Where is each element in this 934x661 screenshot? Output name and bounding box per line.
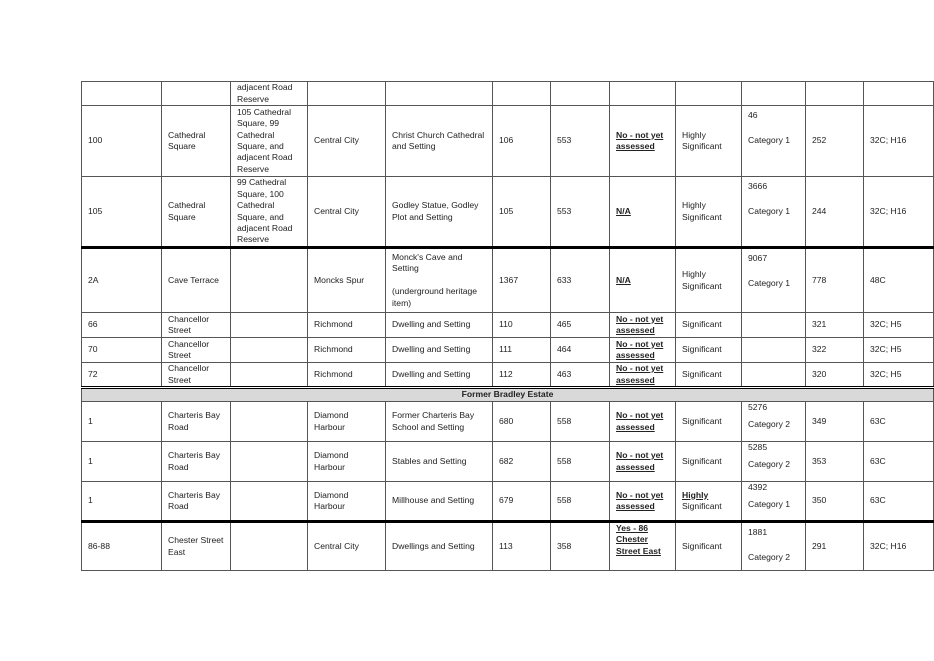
hnzpt-listing [742,106,806,177]
item-description: Stables and Setting [386,442,493,482]
hnzpt-listing [742,338,806,363]
street-number: 105 [82,177,162,248]
hnzpt-listing [742,402,806,442]
table-row [82,522,934,571]
significance: Significant [676,402,742,442]
earthquake-status: N/A [610,248,676,313]
item-description: Millhouse and Setting [386,482,493,522]
significance: Highly Significant [676,177,742,248]
planning-map: 32C; H16 [864,522,934,571]
hnzpt-number: 46 [748,110,758,120]
hnzpt-category: Category 2 [748,419,791,430]
suburb: Diamond Harbour [308,402,386,442]
item-description: Dwellings and Setting [386,522,493,571]
suburb: Moncks Spur [308,248,386,313]
place-name: 105 Cathedral Square, 99 Cathedral Square, and adjacent Road Reserve [231,106,308,177]
item-description: Godley Statue, Godley Plot and Setting [386,177,493,248]
heritage-ref: 464 [551,338,610,363]
street-name: Charteris Bay Road [162,442,231,482]
planning-map: 48C [864,248,934,313]
hnzpt-category: Category 1 [748,206,791,217]
street-name: Cave Terrace [162,248,231,313]
item-description: Monck's Cave and Setting (underground heritage item) [386,248,493,313]
map-number: 353 [806,442,864,482]
planning-map: 63C [864,442,934,482]
hnzpt-number: 3666 [748,181,768,191]
table-row [82,363,934,388]
suburb: Richmond [308,313,386,338]
earthquake-status: No - not yet assessed [610,106,676,177]
map-number: 291 [806,522,864,571]
earthquake-status: No - not yet assessed [610,442,676,482]
hnzpt-category: Category 1 [748,278,791,289]
planning-map: 63C [864,482,934,522]
hnzpt-listing [742,482,806,522]
hnzpt-listing [742,522,806,571]
hnzpt-listing [742,313,806,338]
map-number: 244 [806,177,864,248]
place-name [231,248,308,313]
table-row [82,402,934,442]
map-number: 321 [806,313,864,338]
heritage-schedule-table [81,81,934,571]
heritage-ref: 553 [551,106,610,177]
table-row [82,177,934,248]
street-number: 1 [82,482,162,522]
hnzpt-listing [742,363,806,388]
hnzpt-number: 5285 [748,442,768,452]
suburb: Central City [308,177,386,248]
place-name [231,442,308,482]
planning-map: 32C; H16 [864,106,934,177]
hnzpt-category: Category 1 [748,499,791,510]
item-description: Former Charteris Bay School and Setting [386,402,493,442]
place-name [231,482,308,522]
table-row [82,442,934,482]
planning-map: 32C; H5 [864,313,934,338]
suburb: Central City [308,106,386,177]
earthquake-status: No - not yet assessed [610,482,676,522]
section-header-row [82,388,934,402]
place-name: adjacent Road Reserve [231,82,308,106]
place-name: 99 Cathedral Square, 100 Cathedral Square, and adjacent Road Reserve [231,177,308,248]
street-number: 70 [82,338,162,363]
significance-emphasis: Highly [682,489,709,500]
heritage-id: 112 [493,363,551,388]
hnzpt-category: Category 1 [748,135,791,146]
heritage-ref: 633 [551,248,610,313]
table-row [82,482,934,522]
map-number: 349 [806,402,864,442]
street-name: Chancellor Street [162,363,231,388]
suburb: Richmond [308,338,386,363]
street-number: 72 [82,363,162,388]
significance: Significant [676,522,742,571]
heritage-ref: 558 [551,482,610,522]
significance: Significant [676,363,742,388]
hnzpt-number: 4392 [748,482,768,492]
significance: Highly Significant [676,248,742,313]
table-row [82,338,934,363]
suburb: Central City [308,522,386,571]
hnzpt-listing [742,248,806,313]
suburb: Diamond Harbour [308,482,386,522]
heritage-ref: 558 [551,442,610,482]
hnzpt-listing [742,442,806,482]
planning-map: 63C [864,402,934,442]
significance [676,482,742,522]
place-name [231,522,308,571]
planning-map: 32C; H5 [864,338,934,363]
map-number: 778 [806,248,864,313]
street-number: 86-88 [82,522,162,571]
hnzpt-listing [742,177,806,248]
map-number: 350 [806,482,864,522]
table-row [82,82,934,106]
street-number: 66 [82,313,162,338]
heritage-id: 679 [493,482,551,522]
heritage-id: 105 [493,177,551,248]
earthquake-status: N/A [610,177,676,248]
significance: Significant [676,442,742,482]
street-name: Chancellor Street [162,313,231,338]
heritage-id: 106 [493,106,551,177]
street-number: 100 [82,106,162,177]
significance: Significant [676,338,742,363]
heritage-id: 1367 [493,248,551,313]
earthquake-status: No - not yet assessed [610,313,676,338]
heritage-ref: 358 [551,522,610,571]
earthquake-status: No - not yet assessed [610,363,676,388]
street-name: Cathedral Square [162,106,231,177]
hnzpt-number: 1881 [748,527,768,537]
earthquake-status: No - not yet assessed [610,402,676,442]
heritage-id: 111 [493,338,551,363]
map-number: 322 [806,338,864,363]
hnzpt-number: 5276 [748,402,768,412]
significance: Highly Significant [676,106,742,177]
street-number: 1 [82,442,162,482]
street-number: 1 [82,402,162,442]
map-number: 252 [806,106,864,177]
hnzpt-category: Category 2 [748,552,791,563]
heritage-id: 113 [493,522,551,571]
table-row [82,313,934,338]
street-name: Charteris Bay Road [162,482,231,522]
heritage-id: 680 [493,402,551,442]
planning-map: 32C; H16 [864,177,934,248]
heritage-ref: 558 [551,402,610,442]
item-description: Christ Church Cathedral and Setting [386,106,493,177]
item-description: Dwelling and Setting [386,313,493,338]
place-name [231,402,308,442]
item-description: Dwelling and Setting [386,363,493,388]
hnzpt-category: Category 2 [748,459,791,470]
earthquake-status: No - not yet assessed [610,338,676,363]
significance-rest: Significant [682,501,722,511]
street-number: 2A [82,248,162,313]
street-name: Cathedral Square [162,177,231,248]
table-row [82,106,934,177]
hnzpt-number: 9067 [748,253,768,263]
heritage-ref: 553 [551,177,610,248]
place-name [231,363,308,388]
suburb: Diamond Harbour [308,442,386,482]
earthquake-status: Yes - 86 Chester Street East [610,522,676,571]
planning-map: 32C; H5 [864,363,934,388]
heritage-ref: 463 [551,363,610,388]
heritage-id: 682 [493,442,551,482]
table-row [82,248,934,313]
street-name: Charteris Bay Road [162,402,231,442]
street-name: Chester Street East [162,522,231,571]
significance: Significant [676,313,742,338]
place-name [231,338,308,363]
map-number: 320 [806,363,864,388]
suburb: Richmond [308,363,386,388]
item-description: Dwelling and Setting [386,338,493,363]
place-name [231,313,308,338]
heritage-id: 110 [493,313,551,338]
heritage-ref: 465 [551,313,610,338]
section-title: Former Bradley Estate [82,388,934,402]
street-name: Chancellor Street [162,338,231,363]
